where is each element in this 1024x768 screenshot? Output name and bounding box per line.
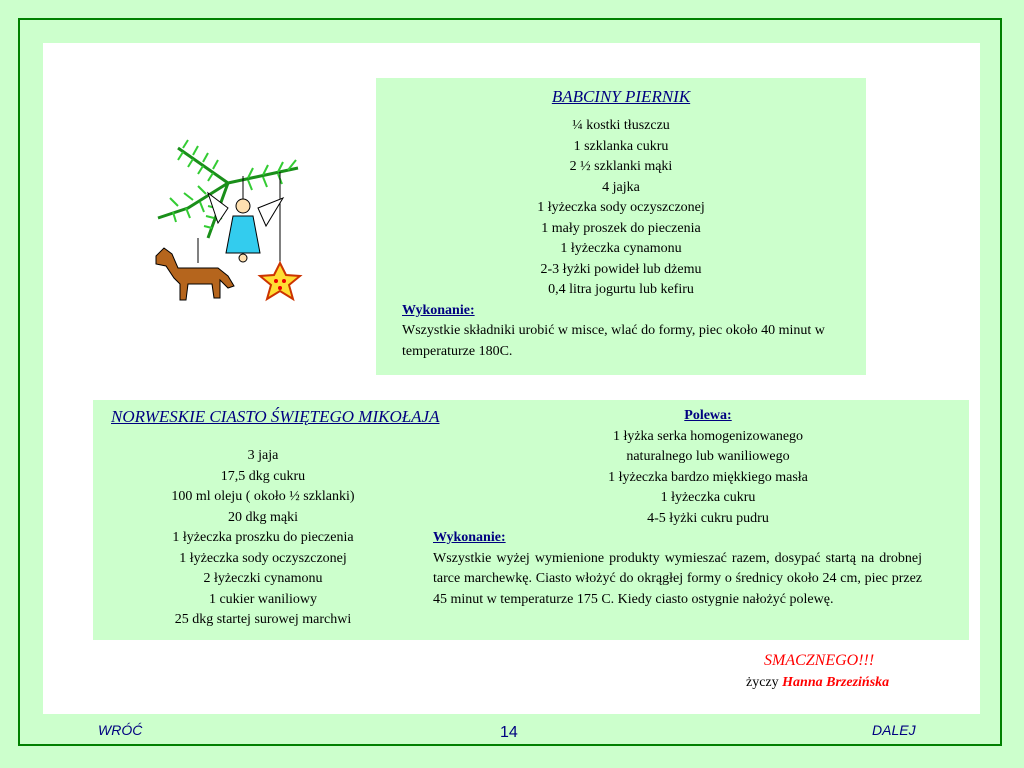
author-signature [746,675,889,691]
ingredient-item: 0,4 litra jogurtu lub kefiru [548,282,694,297]
back-button[interactable]: WRÓĆ [98,722,143,738]
ingredient-item: 1 łyżeczka sody oczyszczonej [179,550,347,566]
ingredient-item: 20 dkg mąki [228,509,298,525]
glaze-item: 4-5 łyżki cukru pudru [647,510,769,526]
method-text: Wszystkie składniki urobić w misce, wlać do formy, piec około 40 minut w temperaturze 180C. [402,323,825,359]
glaze-item: naturalnego lub waniliowego [626,449,790,464]
method-label: Wykonanie: [402,302,475,318]
glaze-item: 1 łyżka serka homogenizowanego [612,428,804,444]
ingredient-item: 1 cukier waniliowy [208,591,318,607]
ingredient-item: 1 łyżeczka proszku do pieczenia [172,530,354,545]
recipe-norweskie-ciasto [93,400,969,640]
next-button[interactable]: DALEJ [872,722,916,738]
ingredient-item: 25 dkg startej surowej marchwi [174,612,352,627]
recipe-babciny-piernik [376,78,866,375]
ingredient-item: 2 łyżeczki cynamonu [203,571,323,586]
zyczy-label: życzy [746,675,779,690]
ingredient-item: 3 jaja [247,448,279,463]
ingredient-item: 2 ½ szklanki mąki [569,159,673,174]
ingredient-item: ¼ kostki tłuszczu [572,118,670,133]
glaze-item: 1 łyżeczka cukru [660,490,756,505]
recipe-title: BABCINY PIERNIK [551,87,691,106]
recipe-title: NORWESKIE CIASTO ŚWIĘTEGO MIKOŁAJA [111,407,440,426]
method-label: Wykonanie: [433,530,506,545]
ingredient-item: 17,5 dkg cukru [220,468,306,484]
ingredient-item: 1 szklanka cukru [573,138,669,154]
ingredients-list [376,116,866,301]
smacznego-text: SMACZNEGO!!! [764,652,875,669]
page-number: 14 [500,724,518,741]
ingredient-item: 1 mały proszek do pieczenia [541,220,701,236]
ingredient-item: 2-3 łyżki powideł lub dżemu [540,261,702,277]
glaze-item: 1 łyżeczka bardzo miękkiego masła [608,469,808,485]
method-text: Wszystkie wyżej wymienione produkty wymieszać razem, dosypać startą na drobnej tarce marchewkę. Ciasto włożyć do okrągłej formy o średnicy około 24 cm, piec przez 45 minut w temperaturze 175 C. Kiedy ciasto ostygnie nałożyć polewę. [433,550,922,607]
ingredient-item: 4 jajka [602,179,640,195]
method-section [433,528,922,610]
glaze-section [558,406,858,529]
christmas-branch-angel-horse-star-icon [148,138,308,308]
ingredient-item: 1 łyżeczka sody oczyszczonej [537,200,705,215]
ingredients-list [113,446,413,631]
glaze-label: Polewa: [684,408,732,423]
author-name: Hanna Brzezińska [782,675,890,690]
ingredient-item: 100 ml oleju ( około ½ szklanki) [171,489,355,504]
ingredient-item: 1 łyżeczka cynamonu [560,241,682,256]
